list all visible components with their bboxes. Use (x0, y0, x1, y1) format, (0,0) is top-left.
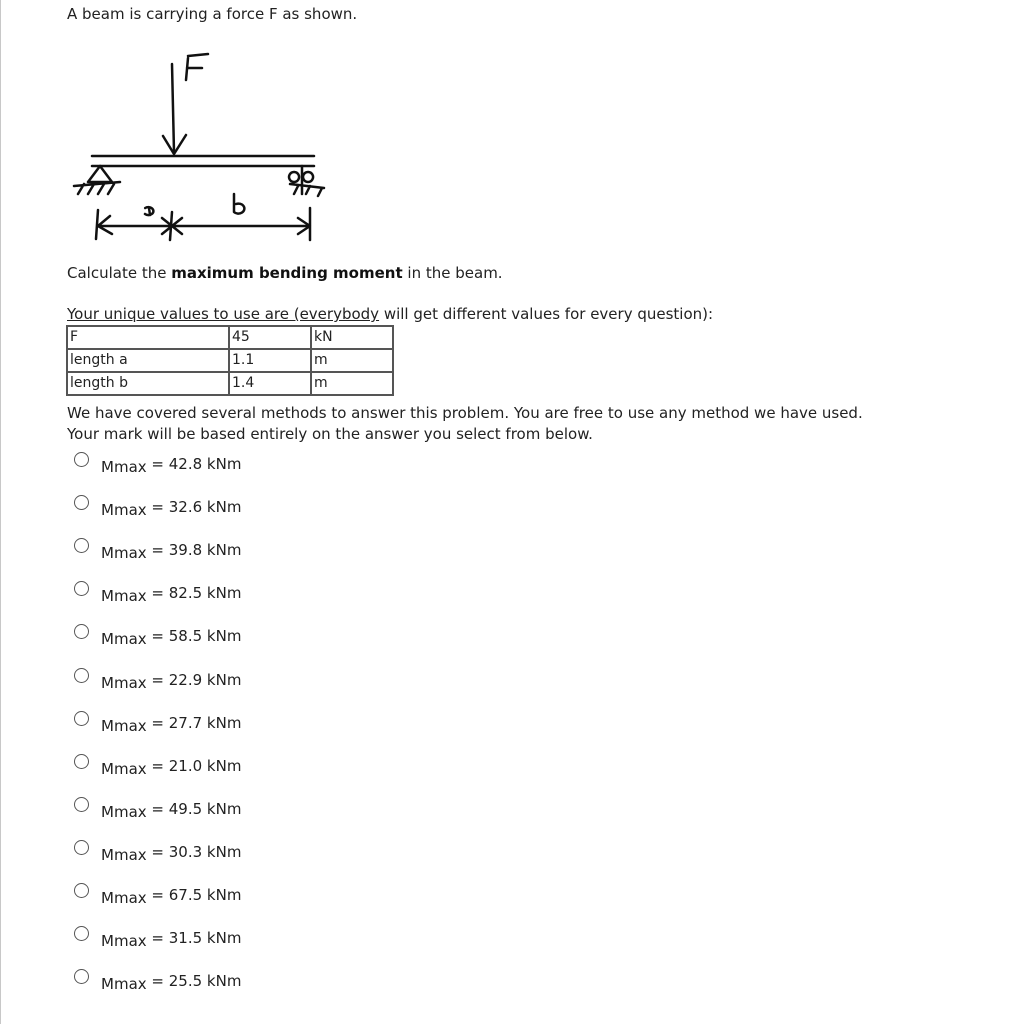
right-support-icon (289, 166, 324, 196)
unit-cell: kN (311, 326, 393, 349)
moment-subscript: max (113, 630, 147, 649)
answer-option-label[interactable] (101, 541, 242, 563)
answer-option-label[interactable] (101, 756, 242, 778)
moment-subscript: max (113, 845, 147, 864)
beam-diagram (62, 44, 342, 249)
values-table (66, 325, 394, 396)
instruction-note: We have covered several methods to answer this problem. You are free to use any method we have used. (67, 404, 863, 422)
table-row (67, 372, 393, 395)
value-cell: 45 (229, 326, 311, 349)
moment-subscript: max (113, 716, 147, 735)
radio-button[interactable] (74, 926, 89, 941)
moment-subscript: max (113, 889, 147, 907)
radio-button[interactable] (74, 883, 89, 898)
moment-subscript: max (113, 587, 147, 606)
moment-symbol: M (101, 673, 114, 692)
unit-cell: m (311, 372, 393, 395)
prompt-emphasis: maximum bending moment (171, 264, 403, 282)
moment-symbol: M (101, 501, 114, 520)
answer-option-label[interactable] (101, 670, 242, 692)
answer-option-label[interactable] (101, 972, 242, 994)
answer-option-label[interactable] (101, 799, 242, 821)
length-b-glyph (234, 194, 244, 214)
moment-symbol: M (101, 932, 114, 951)
answer-value: = 82.5 kNm (146, 584, 242, 603)
answer-value: = 27.7 kNm (146, 713, 242, 732)
radio-button[interactable] (74, 668, 89, 683)
moment-subscript: max (113, 759, 147, 778)
moment-symbol: M (101, 802, 114, 821)
moment-symbol: M (101, 889, 114, 907)
radio-button[interactable] (74, 624, 89, 639)
moment-symbol: M (101, 845, 114, 864)
answer-value: = 32.6 kNm (146, 498, 242, 517)
moment-symbol: M (101, 630, 114, 649)
values-intro (67, 305, 713, 323)
question-intro: A beam is carrying a force F as shown. (67, 5, 358, 23)
radio-button[interactable] (74, 581, 89, 596)
instruction-note: Your mark will be based entirely on the answer you select from below. (67, 425, 593, 443)
answer-value: = 42.8 kNm (146, 455, 242, 473)
radio-button[interactable] (74, 495, 89, 510)
beam (92, 156, 314, 166)
force-label-glyph (186, 54, 208, 80)
value-cell: 1.4 (229, 372, 311, 395)
radio-button[interactable] (74, 452, 89, 467)
values-intro-rest: will get different values for every question): (379, 305, 714, 323)
answer-option-label[interactable] (101, 584, 242, 606)
radio-button[interactable] (74, 840, 89, 855)
dimension-line (96, 208, 310, 240)
moment-subscript: max (113, 501, 147, 520)
length-a-glyph (145, 207, 153, 215)
answer-value: = 30.3 kNm (146, 842, 242, 861)
table-row (67, 326, 393, 349)
table-row (67, 349, 393, 372)
prompt-text-end: in the beam. (402, 264, 503, 282)
answer-value: = 25.5 kNm (146, 972, 242, 991)
moment-symbol: M (101, 458, 114, 476)
answer-option-label[interactable] (101, 627, 242, 649)
moment-subscript: max (113, 802, 147, 821)
prompt-text: Calculate the (67, 264, 172, 282)
value-cell: 1.1 (229, 349, 311, 372)
moment-symbol: M (101, 587, 114, 606)
moment-symbol: M (101, 544, 114, 563)
answer-option-label[interactable] (101, 929, 242, 951)
value-name-cell: length b (67, 372, 229, 395)
answer-value: = 58.5 kNm (146, 627, 242, 646)
moment-symbol: M (101, 975, 114, 994)
moment-subscript: max (113, 975, 147, 994)
values-intro-underlined: Your unique values to use are (everybody (67, 305, 380, 323)
answer-option-label[interactable] (101, 842, 242, 864)
answer-value: = 31.5 kNm (146, 929, 242, 948)
answer-option-label[interactable] (101, 886, 242, 907)
answer-value: = 22.9 kNm (146, 670, 242, 689)
answer-option-label[interactable] (101, 498, 242, 520)
answer-option-label[interactable] (101, 455, 242, 476)
page-left-border (0, 0, 1, 1024)
answer-value: = 67.5 kNm (146, 886, 242, 904)
radio-button[interactable] (74, 711, 89, 726)
question-prompt (67, 264, 503, 282)
radio-button[interactable] (74, 754, 89, 769)
radio-button[interactable] (74, 538, 89, 553)
moment-subscript: max (113, 544, 147, 563)
answer-value: = 21.0 kNm (146, 756, 242, 775)
unit-cell: m (311, 349, 393, 372)
radio-button[interactable] (74, 969, 89, 984)
answer-value: = 39.8 kNm (146, 541, 242, 560)
value-name-cell: F (67, 326, 229, 349)
radio-button[interactable] (74, 797, 89, 812)
moment-subscript: max (113, 673, 147, 692)
value-name-cell: length a (67, 349, 229, 372)
answer-option-label[interactable] (101, 713, 242, 735)
left-support-icon (74, 166, 120, 194)
moment-subscript: max (113, 458, 147, 476)
moment-subscript: max (113, 932, 147, 951)
moment-symbol: M (101, 759, 114, 778)
moment-symbol: M (101, 716, 114, 735)
force-arrow (172, 64, 174, 152)
answer-value: = 49.5 kNm (146, 799, 242, 818)
